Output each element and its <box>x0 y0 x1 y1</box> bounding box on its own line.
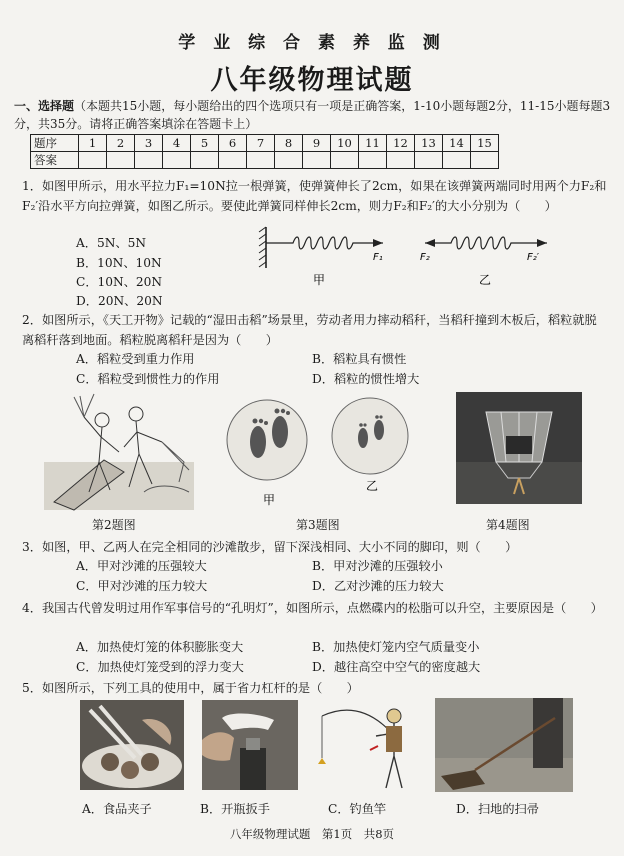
q2-option-b: B．稻粒具有惯性 <box>312 352 407 366</box>
answer-cell[interactable] <box>247 152 275 169</box>
answer-cell[interactable] <box>191 152 219 169</box>
answer-table <box>30 134 499 169</box>
exam-subtitle: 学 业 综 合 素 养 监 测 <box>178 33 446 53</box>
answer-cell[interactable] <box>471 152 499 169</box>
broom-photo <box>435 698 573 792</box>
q5-option-a: A．食品夹子 <box>82 802 152 816</box>
answer-cell[interactable] <box>135 152 163 169</box>
footprints-figure <box>225 392 425 512</box>
answer-table-number: 1 <box>79 135 107 152</box>
q2-option-a: A．稻粒受到重力作用 <box>76 352 195 366</box>
caption-figure-2: 第2题图 <box>92 518 136 532</box>
q5-option-c: C．钓鱼竿 <box>328 802 387 816</box>
spring-yi-figure <box>420 237 547 287</box>
label-f2: F₂ <box>420 252 430 263</box>
answer-table-number: 2 <box>107 135 135 152</box>
q3-option-d: D．乙对沙滩的压力较大 <box>312 579 444 593</box>
answer-cell[interactable] <box>107 152 135 169</box>
answer-table-number: 9 <box>303 135 331 152</box>
q4-option-d: D．越往高空中空气的密度越大 <box>312 660 481 674</box>
figure-label-jia: 甲 <box>313 273 326 287</box>
q1-option-b: B．10N、10N <box>76 256 162 270</box>
answer-table-number: 6 <box>219 135 247 152</box>
answer-table-number: 3 <box>135 135 163 152</box>
answer-cell[interactable] <box>163 152 191 169</box>
answer-table-number: 5 <box>191 135 219 152</box>
footprint-jia <box>227 400 307 507</box>
page-footer: 八年级物理试题 第1页 共8页 <box>229 827 395 841</box>
q2-option-c: C．稻粒受到惯性力的作用 <box>76 372 220 386</box>
q1-option-a: A．5N、5N <box>76 236 147 250</box>
question-2-stem: 2．如图所示，《天工开物》记载的“湿田击稻”场景里，劳动者用力摔动稻秆，当稻秆撞到木板后，稻粒就脱离稻秆落到地面。稻粒脱离稻秆是因为（ ） <box>22 313 597 347</box>
caption-figure-3: 第3题图 <box>296 518 340 532</box>
footprint-label-yi: 乙 <box>366 479 379 493</box>
food-tongs-photo <box>80 700 184 790</box>
q2-option-d: D．稻粒的惯性增大 <box>312 372 420 386</box>
answer-table-number: 7 <box>247 135 275 152</box>
answer-cell[interactable] <box>331 152 359 169</box>
answer-cell[interactable] <box>79 152 107 169</box>
section-rules: （本题共15小题，每小题给出的四个选项只有一项是正确答案，1-10小题每题2分，11-15小题每题3分，共35分。请将正确答案填涂在答题卡上） <box>14 99 611 131</box>
answer-table-number: 12 <box>387 135 415 152</box>
answer-table-number: 4 <box>163 135 191 152</box>
q1-option-d: D．20N、20N <box>76 294 163 308</box>
q3-option-c: C．甲对沙滩的压力较大 <box>76 579 208 593</box>
bottle-opener-photo <box>202 700 298 790</box>
q3-option-a: A．甲对沙滩的压强较大 <box>76 559 207 573</box>
q4-option-c: C．加热使灯笼受到的浮力变大 <box>76 660 244 674</box>
threshing-illustration <box>44 392 194 512</box>
spring-jia-figure <box>259 227 383 287</box>
q4-option-b: B．加热使灯笼内空气质量变小 <box>312 640 480 654</box>
answer-cell[interactable] <box>219 152 247 169</box>
fishing-rod-figure <box>318 698 418 794</box>
label-f1: F₁ <box>373 252 383 263</box>
caption-figure-4: 第4题图 <box>486 518 530 532</box>
question-1-stem: 1．如图甲所示，用水平拉力F₁=10N拉一根弹簧，使弹簧伸长了2cm，如果在该弹簧两端同时用两个力F₂和F₂′沿水平方向拉弹簧，如图乙所示。要使此弹簧同样伸长2cm，则力F₂和F₂′的大小分别为（ ） <box>22 179 607 213</box>
spring-figure <box>255 222 565 288</box>
answer-table-answer-row <box>31 152 499 169</box>
section-instructions <box>14 97 614 133</box>
answer-cell[interactable] <box>387 152 415 169</box>
answer-cell[interactable] <box>359 152 387 169</box>
question-4-stem: 4．我国古代曾发明过用作军事信号的“孔明灯”，如图所示，点燃碟内的松脂可以升空，主要原因是（ ） <box>22 601 603 615</box>
question-5-stem: 5．如图所示，下列工具的使用中，属于省力杠杆的是（ ） <box>22 681 359 695</box>
q5-option-d: D．扫地的扫帚 <box>456 802 539 816</box>
exam-title: 八年级物理试题 <box>210 65 414 96</box>
answer-cell[interactable] <box>275 152 303 169</box>
answer-table-number: 11 <box>359 135 387 152</box>
question-3-stem: 3．如图，甲、乙两人在完全相同的沙滩散步，留下深浅相同、大小不同的脚印，则（ ） <box>22 540 518 554</box>
figure-label-yi: 乙 <box>479 273 492 287</box>
answer-table-header-row <box>31 135 499 152</box>
label-f2-prime: F₂′ <box>527 252 540 263</box>
footprint-label-jia: 甲 <box>263 493 276 507</box>
answer-table-number: 15 <box>471 135 499 152</box>
q5-option-b: B．开瓶扳手 <box>200 802 270 816</box>
footprint-yi <box>332 398 408 493</box>
answer-cell[interactable] <box>443 152 471 169</box>
answer-table-number: 13 <box>415 135 443 152</box>
q3-option-b: B．甲对沙滩的压强较小 <box>312 559 443 573</box>
answer-table-row-label: 题序 <box>31 135 79 152</box>
answer-cell[interactable] <box>415 152 443 169</box>
answer-cell[interactable] <box>303 152 331 169</box>
kongming-lantern-photo <box>456 392 582 512</box>
q4-option-a: A．加热使灯笼的体积膨胀变大 <box>76 640 244 654</box>
answer-table-number: 10 <box>331 135 359 152</box>
answer-table-number: 14 <box>443 135 471 152</box>
section-heading: 一、选择题 <box>14 99 75 113</box>
answer-table-row-label: 答案 <box>31 152 79 169</box>
q1-option-c: C．10N、20N <box>76 275 163 289</box>
answer-table-number: 8 <box>275 135 303 152</box>
